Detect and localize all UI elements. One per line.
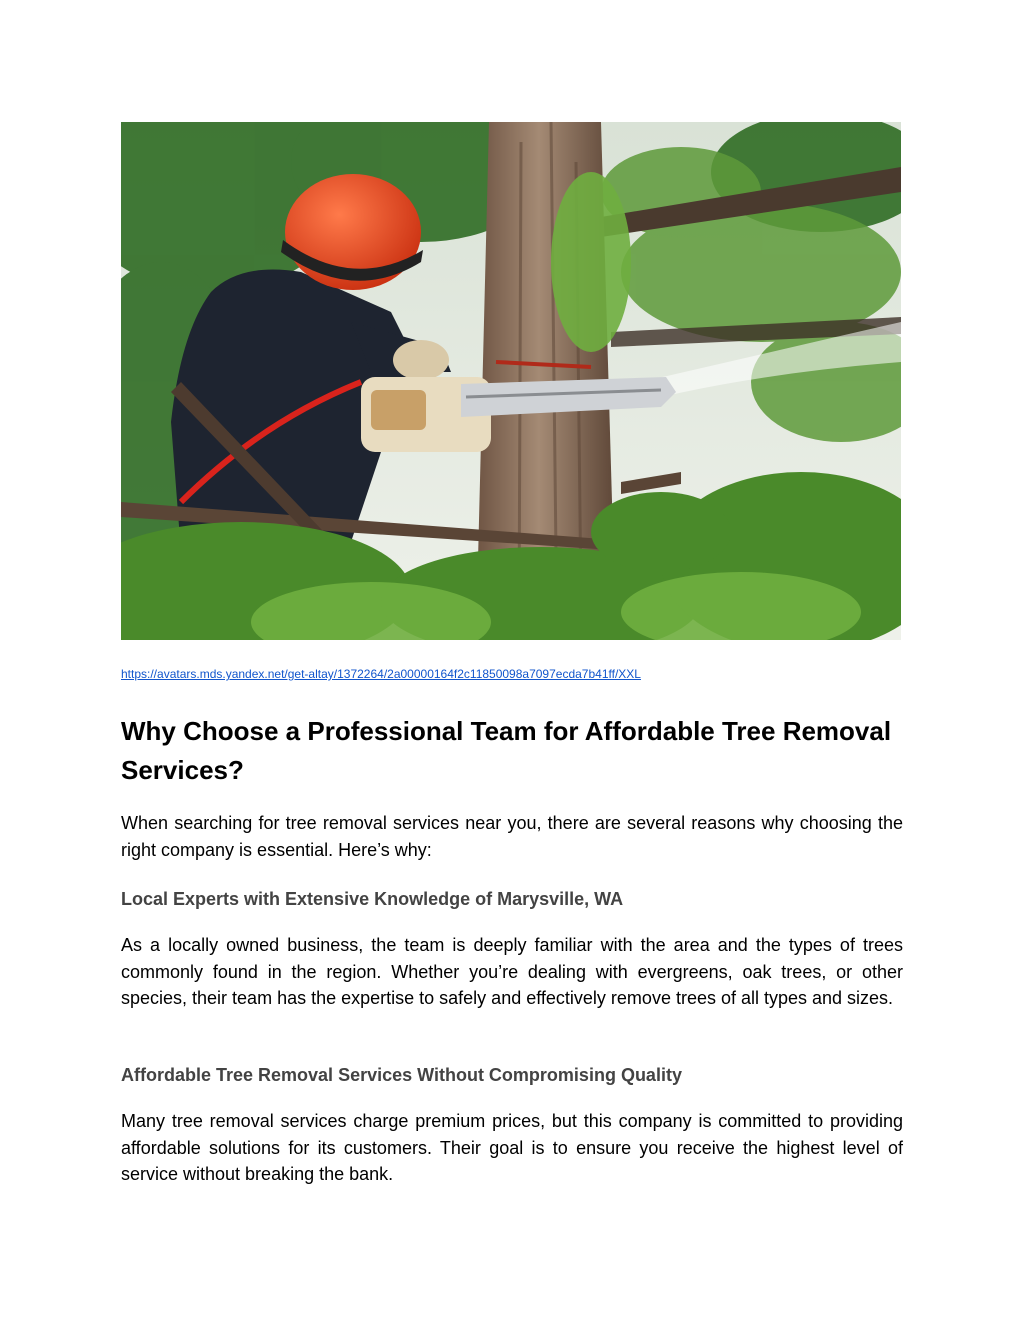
section-heading-local-experts: Local Experts with Extensive Knowledge of Marysville, WA	[121, 889, 624, 909]
section-body-local-experts: As a locally owned business, the team is deeply familiar with the area and the types of trees commonly found in the region. Whether you’re dealing with evergreens, oak trees, or other species, their team has the expertise to safely and effectively remove trees of all types and sizes.	[121, 935, 903, 1008]
arborist-photo-illustration	[121, 122, 901, 640]
article-photo	[121, 122, 901, 640]
image-source-link[interactable]: https://avatars.mds.yandex.net/get-altay/1372264/2a00000164f2c11850098a7097ecda7b41ff/XXL	[121, 667, 641, 681]
page-title: Why Choose a Professional Team for Affordable Tree Removal Services?	[121, 716, 892, 785]
intro-paragraph: When searching for tree removal services near you, there are several reasons why choosing the right company is essential. Here’s why:	[121, 813, 903, 860]
section-heading-affordable: Affordable Tree Removal Services Without Compromising Quality	[121, 1065, 682, 1085]
section-body-affordable: Many tree removal services charge premium prices, but this company is committed to providing affordable solutions for its customers. Their goal is to ensure you receive the highest level of service without breaking the bank.	[121, 1111, 903, 1184]
